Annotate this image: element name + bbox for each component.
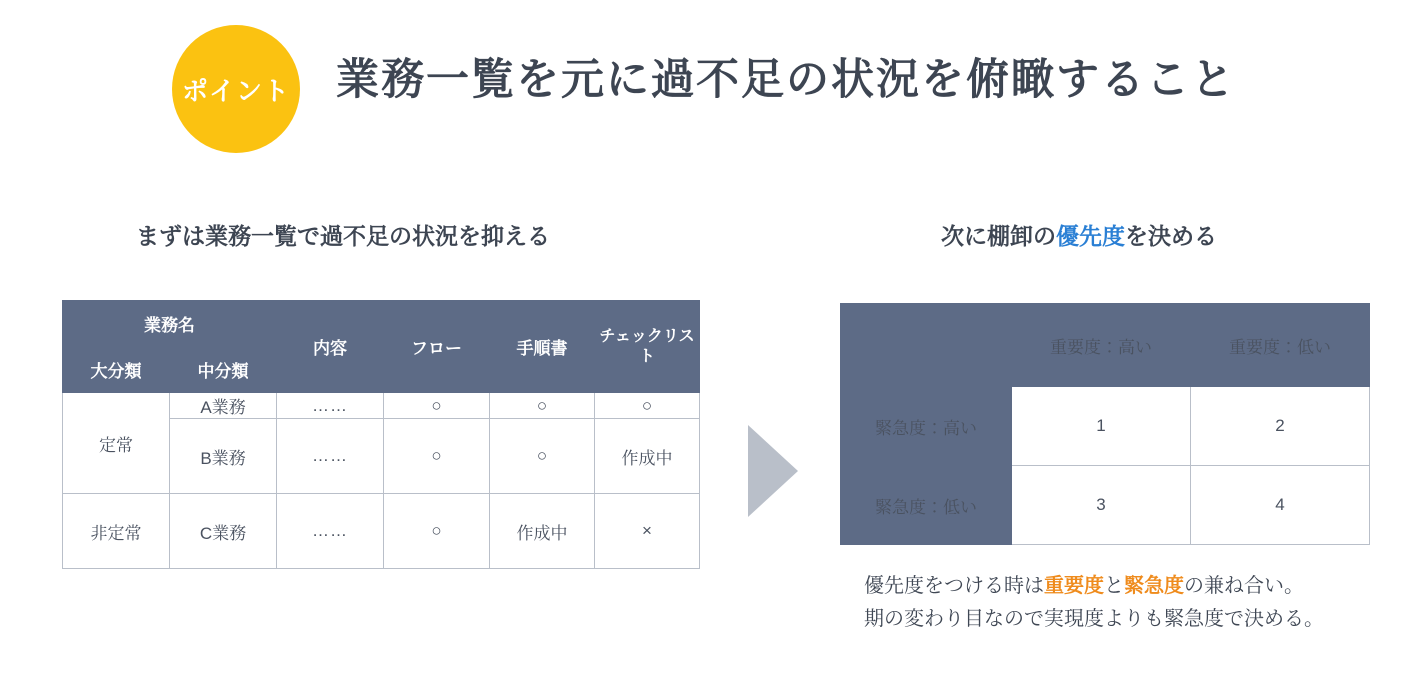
- cell-minor-category: A業務: [170, 393, 277, 419]
- table-row: [63, 393, 700, 419]
- table-row: [63, 494, 700, 569]
- priority-note: [864, 570, 1324, 636]
- matrix-row-header-urgency-low: 緊急度：低い: [841, 466, 1012, 545]
- cell-major-category: 定常: [63, 393, 170, 494]
- header: [0, 0, 1416, 160]
- cell-checklist: ×: [595, 494, 700, 569]
- header-content: 内容: [277, 301, 384, 393]
- right-arrow-icon: [748, 425, 798, 517]
- priority-matrix-table: [840, 303, 1370, 545]
- right-section-title: [941, 218, 1217, 251]
- note-accent-urgency: 緊急度: [1124, 575, 1184, 597]
- page-title: 業務一覧を元に過不足の状況を俯瞰すること: [336, 56, 1236, 104]
- cell-minor-category: B業務: [170, 419, 277, 494]
- note-text-c: と: [1104, 575, 1124, 597]
- cell-manual: ○: [490, 419, 595, 494]
- matrix-row: [841, 387, 1370, 466]
- task-list-table: [62, 300, 700, 569]
- priority-note-line-2: 期の変わり目なので実現度よりも緊急度で決める。: [864, 608, 1324, 630]
- header-major-category: 大分類: [63, 346, 170, 393]
- matrix-row-header-urgency-high: 緊急度：高い: [841, 387, 1012, 466]
- matrix-corner-cell: [841, 304, 1012, 387]
- left-section-title: まずは業務一覧で過不足の状況を抑える: [136, 223, 550, 249]
- table-header-row-1: [63, 301, 700, 346]
- matrix-cell-3: 3: [1012, 466, 1191, 545]
- matrix-header-row: [841, 304, 1370, 387]
- cell-content: ……: [277, 393, 384, 419]
- matrix-cell-2: 2: [1191, 387, 1370, 466]
- cell-checklist: 作成中: [595, 419, 700, 494]
- header-task-name: 業務名: [63, 301, 277, 346]
- right-section-title-accent: 優先度: [1056, 223, 1125, 249]
- header-checklist: チェックリスト: [595, 301, 700, 393]
- cell-major-category: 非定常: [63, 494, 170, 569]
- note-accent-importance: 重要度: [1044, 575, 1104, 597]
- point-badge: [172, 25, 300, 153]
- matrix-cell-1: 1: [1012, 387, 1191, 466]
- cell-content: ……: [277, 419, 384, 494]
- matrix-col-header-importance-high: 重要度：高い: [1012, 304, 1191, 387]
- matrix-col-header-importance-low: 重要度：低い: [1191, 304, 1370, 387]
- right-section-title-part2: を決める: [1125, 223, 1217, 249]
- header-manual: 手順書: [490, 301, 595, 393]
- cell-manual: 作成中: [490, 494, 595, 569]
- cell-minor-category: C業務: [170, 494, 277, 569]
- matrix-row: [841, 466, 1370, 545]
- matrix-cell-4: 4: [1191, 466, 1370, 545]
- note-text-e: の兼ね合い。: [1184, 575, 1304, 597]
- priority-note-line-1: [864, 570, 1324, 603]
- right-section-title-part1: 次に棚卸の: [941, 223, 1056, 249]
- header-flow: フロー: [384, 301, 490, 393]
- point-badge-label: ポイント: [181, 75, 290, 106]
- cell-manual: ○: [490, 393, 595, 419]
- cell-flow: ○: [384, 419, 490, 494]
- cell-checklist: ○: [595, 393, 700, 419]
- note-text-a: 優先度をつける時は: [864, 575, 1044, 597]
- cell-content: ……: [277, 494, 384, 569]
- cell-flow: ○: [384, 393, 490, 419]
- header-minor-category: 中分類: [170, 346, 277, 393]
- cell-flow: ○: [384, 494, 490, 569]
